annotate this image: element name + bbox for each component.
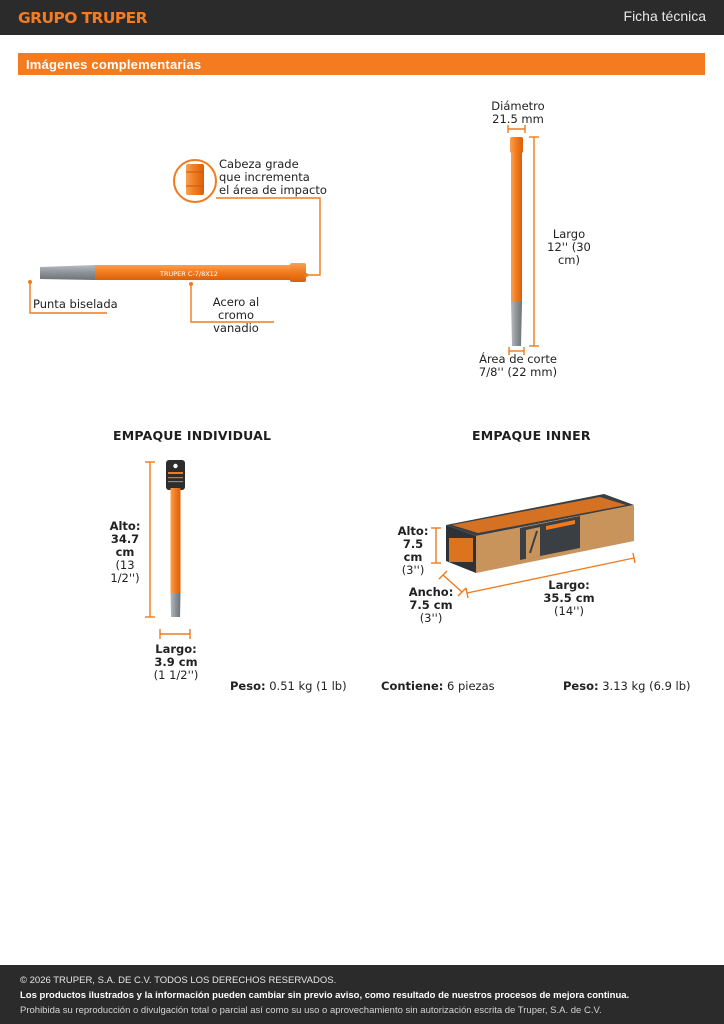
individual-length-imperial: (1 1/2'') [153,668,199,682]
individual-height [102,520,148,585]
vertical-chisel [508,125,539,355]
length-label: Largo [552,227,586,241]
tip-callout-text: Punta biselada [33,297,118,311]
blister-chisel-shaft [171,488,181,593]
material-callout-line2: cromo vanadio [213,308,259,335]
vertical-chisel-head [510,137,523,153]
length-dimension [540,228,598,267]
inner-length-value: 35.5 cm [543,591,595,605]
blister-chisel-tip [171,593,181,617]
head-callout-line3: el área de impacto [219,183,327,197]
head-callout-line2: que incrementa [219,170,310,184]
inner-width-imperial: (3'') [419,611,443,625]
cut-area-metric: (22 mm) [507,365,558,379]
vertical-chisel-shaft [511,152,522,302]
inner-contents-value: 6 piezas [447,679,495,693]
diameter-dimension [478,100,558,126]
individual-weight-value: 0.51 kg (1 lb) [269,679,347,693]
individual-height-value: 34.7 cm [110,532,140,559]
length-value: 12'' [547,240,569,254]
diameter-value: 21.5 mm [492,112,544,126]
inner-length [543,579,595,618]
footer-notice: Los productos ilustrados y la información pueden cambiar sin previo aviso, como resultado de nuestros procesos de mejora continua. [20,990,630,1001]
inner-width-label: Ancho: [408,585,454,599]
inner-weight-value: 3.13 kg (6.9 lb) [602,679,691,693]
individual-height-imperial: (13 1/2'') [110,558,140,585]
head-callout-text [219,158,327,197]
individual-weight [230,679,347,693]
cut-area-dimension [476,353,560,379]
chisel-engraving: TRUPER C-7/8X12 [160,270,218,278]
inner-weight [563,679,691,693]
page-footer [0,965,724,1024]
cut-area-label: Área de corte [479,352,557,366]
material-callout-line1: Acero al [212,295,260,309]
individual-weight-label: Peso: [230,679,266,693]
footer-copyright: © 2026 TRUPER, S.A. DE C.V. TODOS LOS DERECHOS RESERVADOS. [20,975,337,986]
inner-height-imperial: (3'') [401,563,425,577]
individual-length [151,643,201,682]
horizontal-chisel [40,263,306,282]
inner-weight-label: Peso: [563,679,599,693]
chisel-head [290,263,306,282]
head-callout-line1: Cabeza grade [219,157,299,171]
diameter-label: Diámetro [491,99,545,113]
individual-height-label: Alto: [109,519,141,533]
inner-contents [381,679,495,693]
inner-length-imperial: (14'') [554,604,584,618]
brand-logo[interactable]: GRUPO TRUPER [18,9,147,27]
material-callout-text [198,296,274,335]
inner-height-value: 7.5 cm [402,537,424,564]
individual-package [145,460,190,639]
inner-contents-label: Contiene: [381,679,444,693]
vertical-chisel-tip [511,302,522,346]
inner-height [392,525,434,577]
individual-length-value: 3.9 cm [154,655,198,669]
inner-width [408,586,454,625]
document-type: Ficha técnica [623,8,706,24]
section-title: Imágenes complementarias [26,57,202,72]
inner-width-value: 7.5 cm [409,598,453,612]
individual-length-label: Largo: [155,642,197,656]
inner-length-label: Largo: [548,578,590,592]
cut-area-value: 7/8'' [478,365,504,379]
inner-height-label: Alto: [397,524,429,538]
length-metric: (30 cm) [557,240,591,267]
chisel-bevel-tip [40,265,95,280]
individual-package-title: EMPAQUE INDIVIDUAL [113,428,272,443]
inner-package [431,494,635,598]
footer-prohibition: Prohibida su reproducción o divulgación total o parcial así como su uso o aprovechamiento sin autorización escrita de Truper, S.A. de C.V. [20,1005,602,1016]
inner-package-title: EMPAQUE INNER [472,428,591,443]
